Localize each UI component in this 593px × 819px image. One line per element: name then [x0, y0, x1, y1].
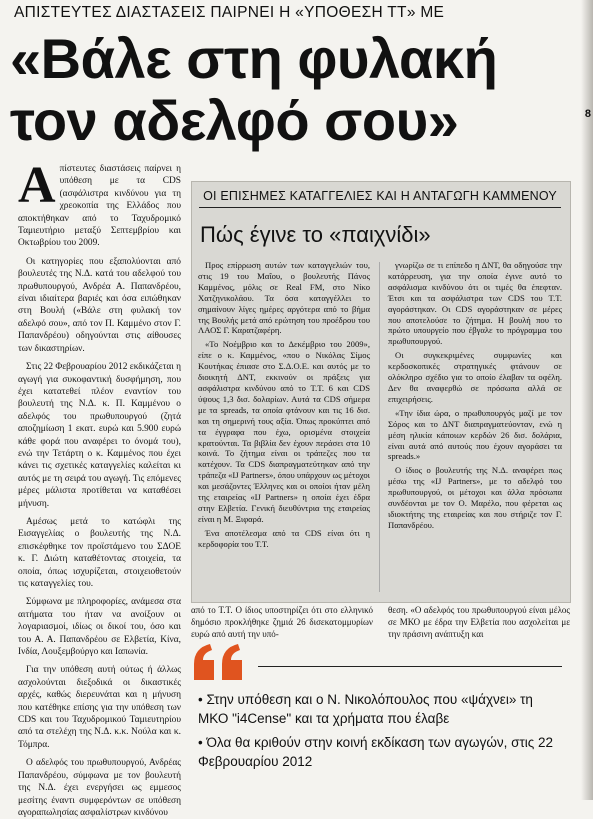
lead-paragraph — [18, 157, 181, 250]
article-body-column — [18, 157, 182, 818]
sidebar-paragraph: Ένα αποτέλεσμα από τα CDS είναι ότι η κερδοφορία του Τ.Τ. — [198, 527, 370, 549]
body-paragraph: Σύμφωνα με πληροφορίες, ανάμεσα στα αιτήματα του ήταν να ανοίξουν οι λογαριασμοί, ιδίως οι δικοί του, όσο και του Α. Α. Παπανδρέου σε Ελβετία, Κίνα, Ινδία, Λουξεμβούργο και Ιαπωνία. — [18, 597, 181, 658]
pull-quote — [198, 690, 558, 776]
article-kicker: ΑΠΙΣΤΕΥΤΕΣ ΔΙΑΣΤΑΣΕΙΣ ΠΑΙΡΝΕΙ Η «ΥΠΟΘΕΣΗ ΤΤ» ΜΕ — [14, 4, 445, 21]
continuation-text-left: από το Τ.Τ. Ο ίδιος υποστηρίζει ότι στο ελληνικό δημόσιο προκλήθηκε ζημιά 26 δισεκατομμυρίων ευρώ από αυτή την υπό- — [191, 605, 373, 639]
quote-mark-icon — [190, 640, 250, 684]
headline-line-1: «Βάλε στη φυλακή — [10, 27, 498, 90]
page-gutter-shadow — [581, 0, 593, 800]
pull-quote-item: • Όλα θα κριθούν στην κοινή εκδίκαση των αγωγών, στις 22 Φεβρουαρίου 2012 — [198, 735, 554, 769]
continuation-text-right: θεση. «Ο αδελφός του πρωθυπουργού είναι μέλος σε ΜΚΟ με έδρα την Ελβετία που ασχολείται με την πράσινη ανάπτυξη και — [388, 605, 570, 639]
pull-quote-rule — [258, 666, 562, 667]
body-paragraph: Οι κατηγορίες που εξαπολύονται από βουλευτές της Ν.Δ. κατά του αδελφού του πρωθυπουργού, Ανδρέα Α. Παπανδρέου, είναι ιδιαίτερα βαριές και όσα ειπώθηκαν στη Βουλή («Βάλε στη φυλακή τον αδελφό σου», από τον Π. Καμμένο στον Γ. Παπανδρέου) οδηγούνται στις αίθουσες των δικαστηρίων. — [18, 256, 181, 354]
body-paragraph: Ο αδελφός του πρωθυπουργού, Ανδρέας Παπανδρέου, σύμφωνα με τον βουλευτή της Ν.Δ. έχει ενεργήσει ως εμμεσος μεσίτης έναντι συμφερόντων σε υπόθεση αγοραπωλησίας ασφαλίστρων κινδύνου — [18, 758, 181, 818]
drop-cap: Α — [18, 157, 56, 214]
sidebar-paragraph: «Την ίδια ώρα, ο πρωθυπουργός μαζί με τον Σόρος και το ΔΝΤ διαπραγματεύονταν, ενώ η μέση ηλικία κάποιων κερδών 26 δισ. δολάρια, είναι αυτά από αυτούς που έχουν αγοράσει τα spreads.» — [388, 407, 562, 462]
sidebar-paragraph: γνωρίζω σε τι επίπεδο η ΔΝΤ, θα οδηγούσε την κατάρρευση, για την οποία έγινε αυτό το ασφάλισμα κινδύνου ότι οι τιμές θα έπεφταν. Έτσι και τα ασφάλιστρα των CDS του Τ.Τ. αγοράστηκαν. Οι CDS αγοράστηκαν σε μέρες που αποτελούσε το ζήτημα. Η βουλή που το πρώτο υπουργείο που έβγαλε το πρόγραμμα του πρωθυπουργού. — [388, 260, 562, 347]
sidebar-column-2 — [388, 260, 562, 590]
sidebar-subtitle: Πώς έγινε το «παιχνίδι» — [200, 222, 431, 247]
page-number: 8 — [584, 108, 591, 120]
body-paragraph: Αμέσως μετά το κατώφλι της Εισαγγελίας ο βουλευτής της Ν.Δ. επισκέφθηκε τον προϊστάμενο του ΣΔΟΕ κ. Γ. Διώτη καταθέτοντας στοιχεία, τα οποία, όπως ισχυρίζεται, στοιχειοθετούν τις καταγγελίες του. — [18, 516, 181, 589]
column-divider — [379, 262, 380, 592]
sidebar-title-rule — [199, 207, 561, 208]
body-paragraph: Για την υπόθεση αυτή ούτως ή άλλως ασχολούνται διεξοδικά οι δικαστικές αρχές, καθώς διερευνάται και η μήνυση που κατέθηκε επίσης για την υπόθεση των CDS και του Ταχυδρομικού Ταμιευτηρίου από τα στελέχη της Ν.Δ. κ.κ. Νούλα και κ. Τόμπρα. — [18, 665, 181, 750]
sidebar-paragraph: Προς επίρρωση αυτών των καταγγελιών του, στις 19 του Μαΐου, ο βουλευτής Πάνος Καμμένος, μόλις σε Real FM, στο Νίκο Χατζηνικολάου. Τα όσα καταγγέλλει το σημαίνουν λίγες ημέρες αργότερα από το βήμα της Βουλής μετά από ερώτηση του προέδρου του ΛΑΟΣ Γ. Καρατζαφέρη. — [198, 260, 370, 336]
sidebar-column-1 — [198, 260, 370, 590]
body-paragraph: Στις 22 Φεβρουαρίου 2012 εκδικάζεται η αγωγή για συκοφαντική δυσφήμηση, που έχει κατατεθεί πλέον εναντίον του βουλευτή της Ν.Δ. κ. Π. Καμμένου ο αδελφός του πρωθυπουργού (ζητά αποζημίωση 1 εκατ. ευρώ και 5.900 ευρώ κάθε φορά που αναφέρει το όνομά του), ενώ την Τετάρτη ο κ. Καμμένος που έχει κάνει τις σχετικές καταγγελίες καλείται κι αυτός με τη σειρά του αγωγή. Τις επόμενες μέρες μάλιστα προτίθεται να καταθέσει μήνυση. — [18, 362, 182, 509]
sidebar-paragraph: «Το Νοέμβριο και το Δεκέμβριο του 2009», είπε ο κ. Καμμένος, «που ο Νικόλας Σίμος Κουτήκας έπιασε στο Σ.Δ.Ο.Ε. και αυτός με το διοικητή ΔΝΤ, εκκινούν οι πράξεις για ασφάλιστρα κινδύνου από το Τ.Τ. 6 και CDS ύψους 1,3 δισ. δολαρίων. Αυτά τα CDS σήμερα με τα spreads, τα οποία φτάνουν και τις 16 δισ. και τη σημερινή τους αξία. Όπως προκύπτει από τα έγγραφα που έχω, ορισμένα στοιχεία κρατούνται. Τα βιβλία δεν έχουν περάσει στα 10 κοινά. Το ζήτημα είναι οι τράπεζες που τα κατέχουν. Τα CDS διαπραγματεύτηκαν από την τράπεζα «ΙJ Partners», όπου υπάρχουν ως μέτοχοι και μεσάζοντες Έλληνες και οι οποίοι ήταν μέλη της εταιρείας «ΙJ Partners» η οποία έχει έδρα στην Ελβετία. Γενική διευθύντρια της εταιρείας είναι η Μ. Ξιφαρά. — [198, 339, 370, 524]
pull-quote-item: • Στην υπόθεση και ο Ν. Νικολόπουλος που «ψάχνει» τη ΜΚΟ "i4Cense" και τα χρήματα που έλαβε — [198, 692, 533, 726]
lead-text: πίστευτες διαστάσεις παίρνει η υπόθεση με τα CDS (ασφάλιστρα κινδύνου για τη χρεοκοπία της Ελλάδος που αποκτήθηκαν από το Ταχυδρομικό Ταμιευτήριο μεταξύ Σεπτεμβρίου και Οκτωβρίου του 2009. — [18, 164, 181, 249]
headline-line-2: τον αδελφό σου» — [10, 89, 459, 152]
article-headline — [10, 28, 570, 152]
sidebar-paragraph: Ο ίδιος ο βουλευτής της Ν.Δ. αναφέρει πως μέσω της «ΙJ Partners», με το αδελφό του πρωθυπουργού, οι μέτοχοι και άλλα πρόσωπα συνδέονται με τον Ο. Μαρέλο, που φέρεται ως ιδιοκτήτης της εταιρείας και που στήριζε τον Γ. Παπανδρέου. — [388, 465, 562, 530]
sidebar-title: ΟΙ ΕΠΙΣΗΜΕΣ ΚΑΤΑΓΓΕΛΙΕΣ ΚΑΙ Η ΑΝΤΑΓΩΓΗ ΚΑΜΜΕΝΟΥ — [203, 189, 557, 203]
sidebar-paragraph: Οι συγκεκριμένες συμφωνίες και κερδοσκοπικές στρατηγικές φτάνουν σε ολόκληρο σχέδιο για το οποίο έλαβαν τα οφέλη. Δεν θα αναφερθώ σε πρόσωπα αλλά σε επιχειρήσεις. — [388, 350, 562, 404]
